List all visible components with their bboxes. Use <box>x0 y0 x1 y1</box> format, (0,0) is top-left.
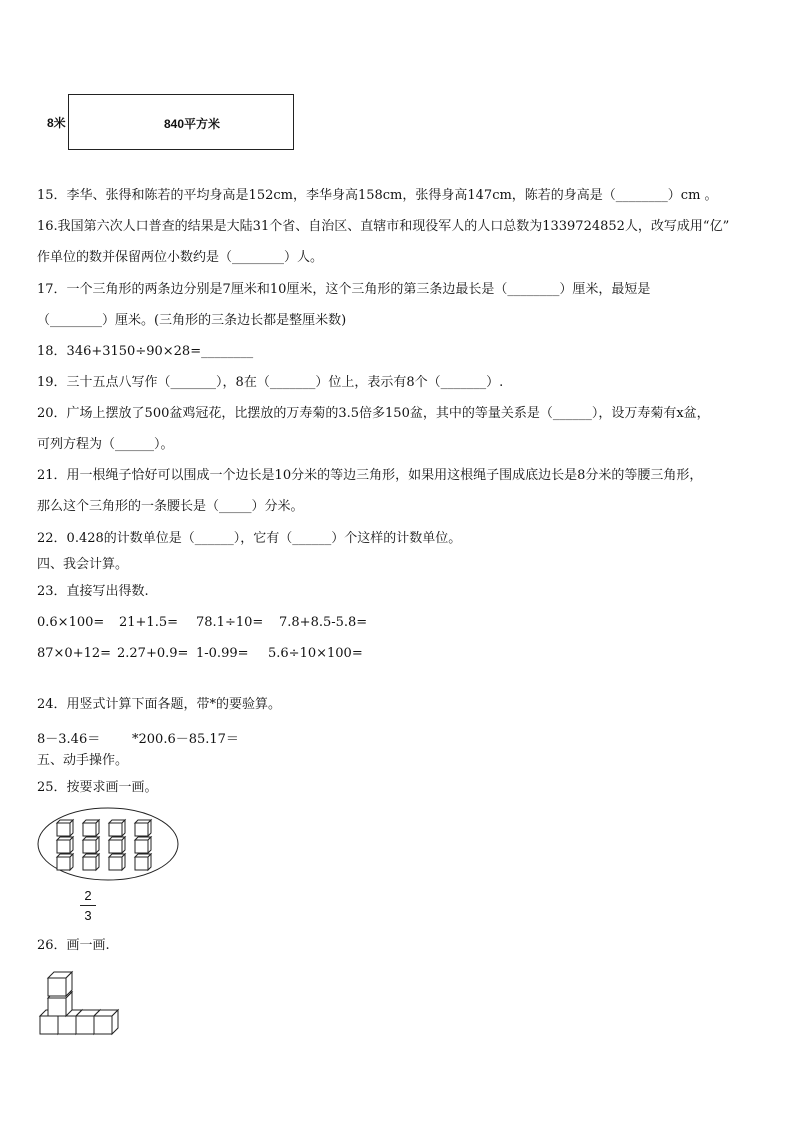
calc-item: 21+1.5= <box>119 615 179 630</box>
cube-icon <box>109 854 125 870</box>
rectangle-figure <box>68 94 294 150</box>
ellipse-cubes-figure <box>36 806 182 882</box>
cube-icon <box>57 820 73 836</box>
question-24: 24．用竖式计算下面各题，带*的要验算。 <box>37 697 282 712</box>
fraction <box>80 887 96 924</box>
calc-item: 5.6÷10×100= <box>268 646 363 661</box>
question-23: 23．直接写出得数. <box>37 584 149 599</box>
calc-item: 8－3.46＝ <box>37 732 101 747</box>
question-20-line1: 20．广场上摆放了500盆鸡冠花，比摆放的万寿菊的3.5倍多150盆，其中的等量关系是（______），设万寿菊有x盆， <box>37 406 710 421</box>
cube-icon <box>109 837 125 853</box>
calc-item: 2.27+0.9= <box>117 646 189 661</box>
cube-icon <box>57 854 73 870</box>
question-15: 15．李华、张得和陈若的平均身高是152cm，李华身高158cm，张得身高147cm，陈若的身高是（________）cm 。 <box>37 188 718 203</box>
cube-icon <box>94 1010 118 1034</box>
side-length-label: 8米 <box>47 116 66 130</box>
question-21-line1: 21．用一根绳子恰好可以围成一个边长是10分米的等边三角形，如果用这根绳子围成底边长是8分米的等腰三角形， <box>37 468 703 483</box>
calc-item: 78.1÷10= <box>196 615 264 630</box>
fraction-bar <box>80 905 96 906</box>
calc-item: 87×0+12= <box>37 646 112 661</box>
calc-item: *200.6－85.17＝ <box>132 732 239 747</box>
cube-icon <box>135 854 151 870</box>
question-26: 26．画一画. <box>37 938 110 953</box>
question-20-line2: 可列方程为（______）。 <box>37 437 174 452</box>
cube-icon <box>57 837 73 853</box>
fraction-denominator: 3 <box>84 908 92 923</box>
question-16-line2: 作单位的数并保留两位小数约是（________）人。 <box>37 250 324 265</box>
cube-icon <box>135 837 151 853</box>
question-25: 25．按要求画一画。 <box>37 780 158 795</box>
area-label: 840平方米 <box>163 117 221 131</box>
question-21-line2: 那么这个三角形的一条腰长是（_____）分米。 <box>37 499 304 514</box>
cube-icon <box>83 854 99 870</box>
question-19: 19．三十五点八写作（_______），8在（_______）位上，表示有8个（_______）. <box>37 375 504 390</box>
cube-icon <box>83 837 99 853</box>
cube-icon <box>83 820 99 836</box>
question-18: 18．346+3150÷90×28=________ <box>37 344 254 359</box>
calc-item: 7.8+8.5-5.8= <box>279 615 368 630</box>
question-16-line1: 16.我国第六次人口普查的结果是大陆31个省、自治区、直辖市和现役军人的人口总数为1339724852人，改写成用“亿” <box>37 219 730 234</box>
cube-icon <box>109 820 125 836</box>
calc-item: 1-0.99= <box>196 646 249 661</box>
cube-icon <box>48 972 72 996</box>
cube-icon <box>135 820 151 836</box>
stacked-cubes-figure <box>38 966 134 1036</box>
question-22: 22．0.428的计数单位是（______），它有（______）个这样的计数单位。 <box>37 531 462 546</box>
calc-item: 0.6×100= <box>37 615 105 630</box>
question-17-line1: 17．一个三角形的两条边分别是7厘米和10厘米，这个三角形的第三条边最长是（________）厘米，最短是 <box>37 282 651 297</box>
question-17-line2: （________）厘米。(三角形的三条边长都是整厘米数) <box>37 313 347 328</box>
section-4-heading: 四、我会计算。 <box>37 557 129 572</box>
section-5-heading: 五、动手操作。 <box>37 753 129 768</box>
fraction-numerator: 2 <box>84 888 92 903</box>
